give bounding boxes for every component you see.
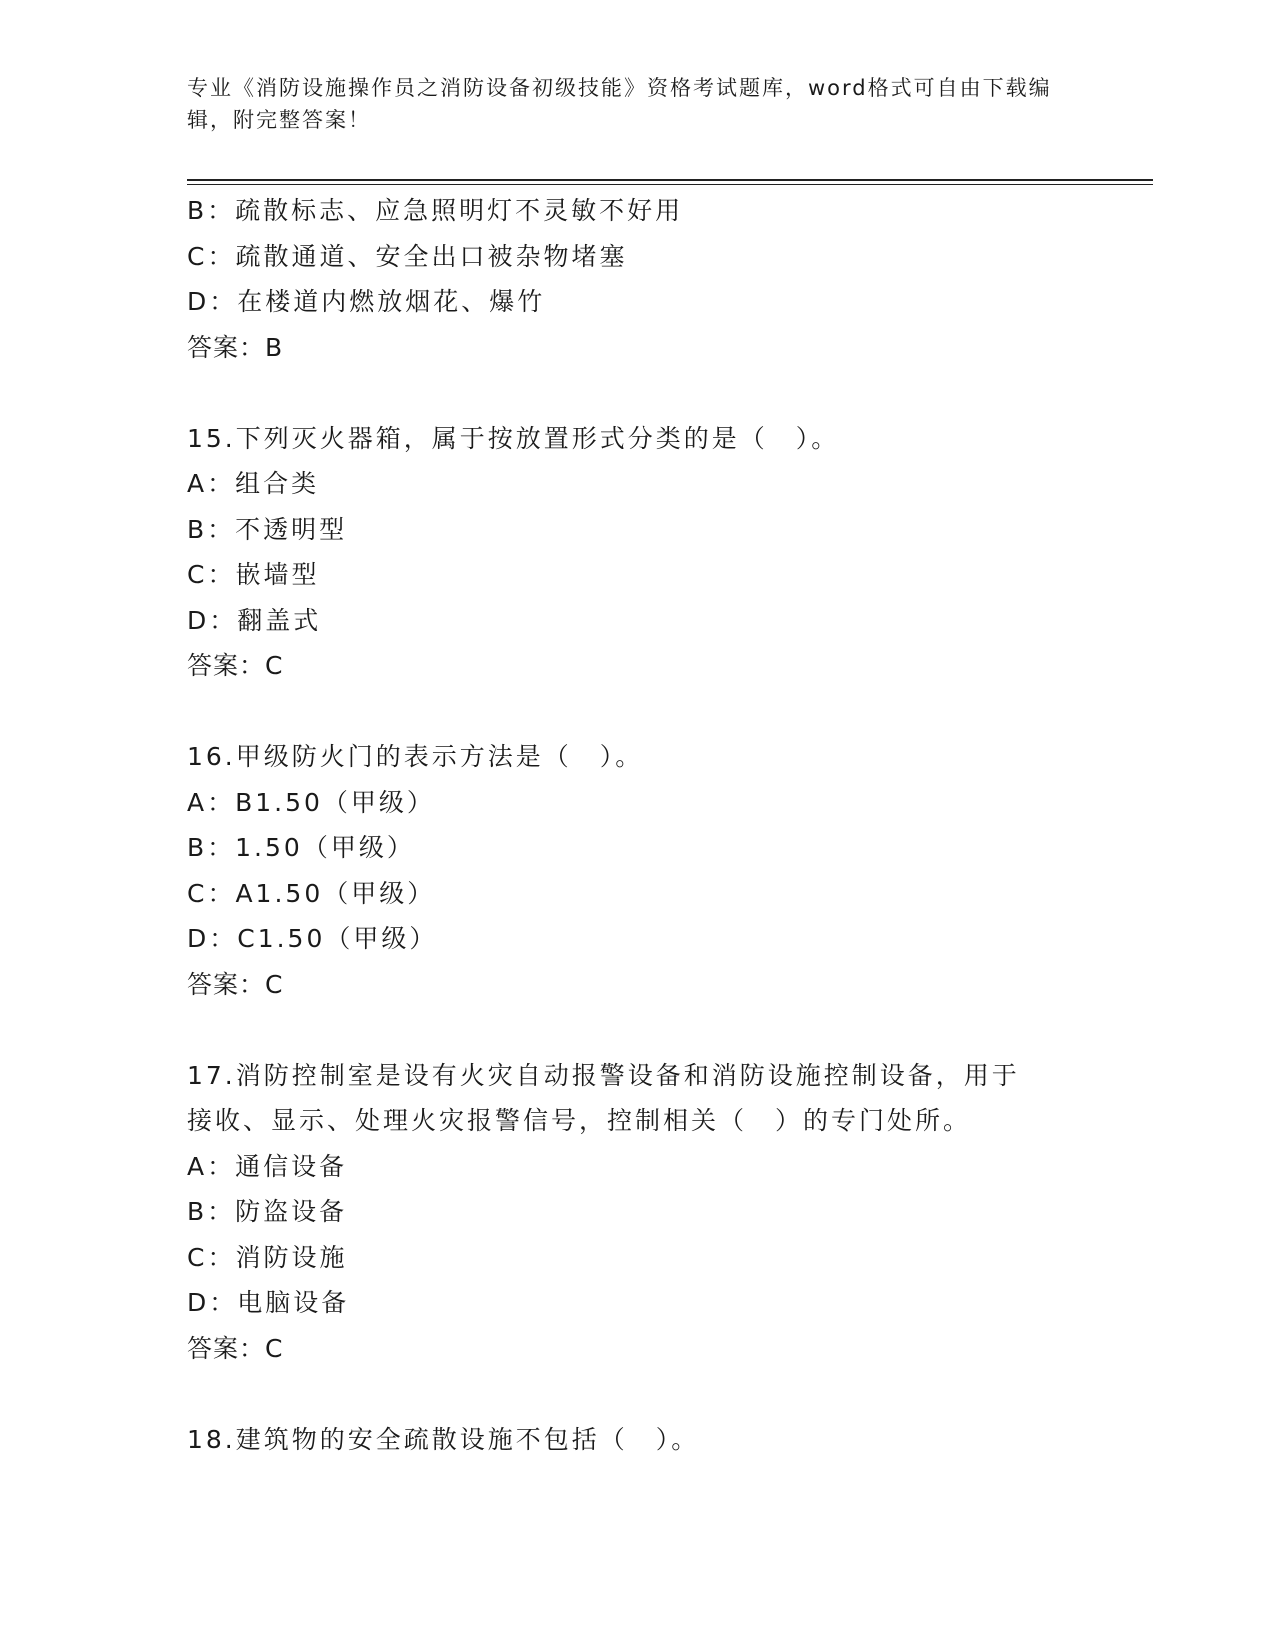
option-c: C：消防设施 xyxy=(187,1242,348,1272)
option-a: A：通信设备 xyxy=(187,1151,348,1181)
question-15 xyxy=(187,416,1087,689)
option-b: B：1.50（甲级） xyxy=(187,833,415,862)
option-d: D：电脑设备 xyxy=(187,1288,350,1317)
header-divider-thin xyxy=(187,184,1153,185)
document-header: 专业《消防设施操作员之消防设备初级技能》资格考试题库，word格式可自由下载编辑，附完整答案！ xyxy=(187,76,1052,132)
header-divider-thick xyxy=(187,179,1153,181)
answer-line: 答案：C xyxy=(187,651,284,680)
option-d: D：翻盖式 xyxy=(187,605,322,635)
option-c: C：A1.50（甲级） xyxy=(187,878,436,908)
question-stem: 15.下列灭火器箱，属于按放置形式分类的是（ ）。 xyxy=(187,423,840,453)
answer-line: 答案：C xyxy=(187,1333,284,1363)
option-b: B：疏散标志、应急照明灯不灵敏不好用 xyxy=(187,196,684,225)
option-a: A：组合类 xyxy=(187,469,320,498)
option-b: B：防盗设备 xyxy=(187,1197,348,1226)
question-content xyxy=(187,188,1087,1462)
question-stem: 17.消防控制室是设有火灾自动报警设备和消防设施控制设备，用于接收、显示、处理火灾报警信号，控制相关（ ）的专门处所。 xyxy=(187,1060,1020,1135)
question-stem: 18.建筑物的安全疏散设施不包括（ ）。 xyxy=(187,1424,700,1454)
option-c: C：疏散通道、安全出口被杂物堵塞 xyxy=(187,241,628,271)
question-16 xyxy=(187,734,1087,1007)
option-a: A：B1.50（甲级） xyxy=(187,787,435,817)
previous-question-tail xyxy=(187,188,1087,370)
answer-line: 答案：B xyxy=(187,332,284,362)
question-18 xyxy=(187,1417,1087,1463)
question-stem: 16.甲级防火门的表示方法是（ ）。 xyxy=(187,742,644,771)
answer-line: 答案：C xyxy=(187,969,284,999)
option-c: C：嵌墙型 xyxy=(187,560,320,589)
question-17 xyxy=(187,1053,1087,1372)
option-d: D：在楼道内燃放烟花、爆竹 xyxy=(187,287,546,316)
option-d: D：C1.50（甲级） xyxy=(187,924,438,953)
option-b: B：不透明型 xyxy=(187,514,348,544)
